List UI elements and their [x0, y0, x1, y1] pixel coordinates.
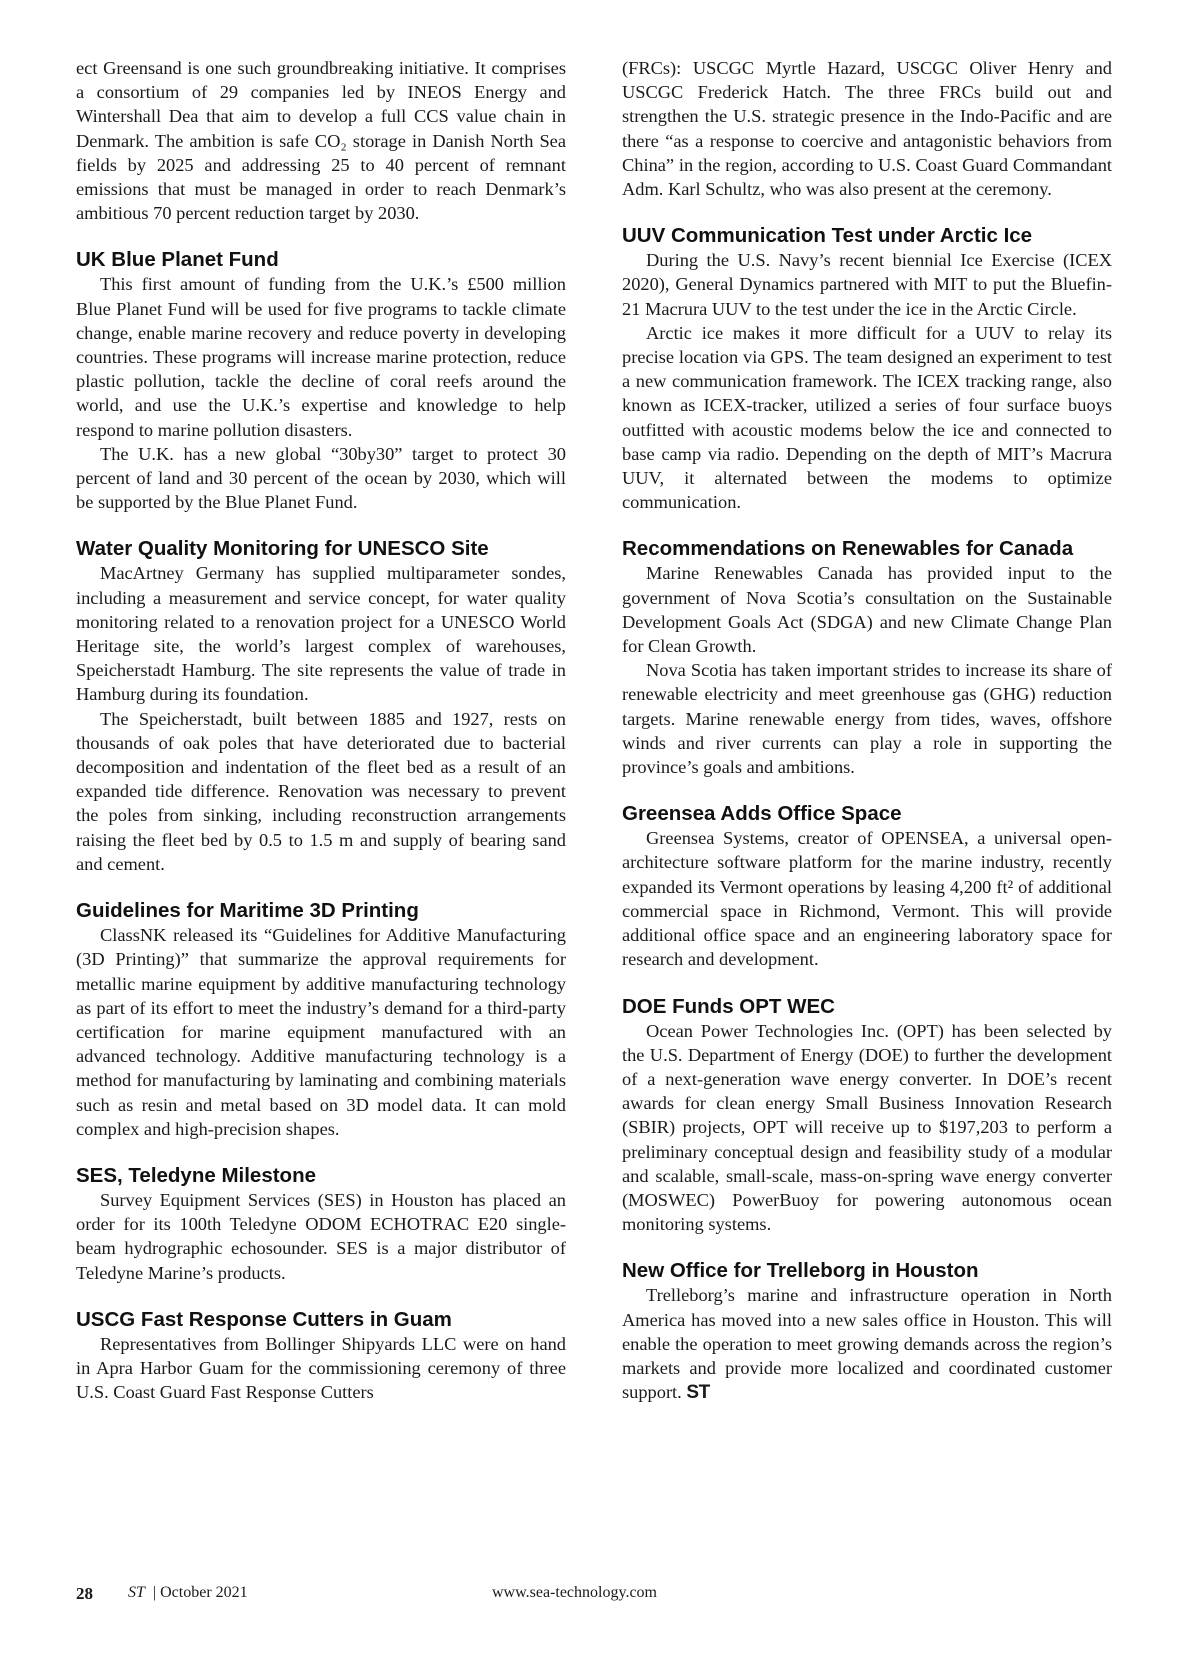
article-trelleborg-houston — [622, 1258, 1112, 1405]
right-column — [622, 56, 1112, 1427]
article-paragraph: ClassNK released its “Guidelines for Additive Manufacturing (3D Printing)” that summarize the approval requirements for metallic marine equipment by additive manufacturing technology as part of its effort to meet the industry’s demand for a third-party certification for marine equipment manufactured with an advanced technology. Additive manufacturing technology is a method for manufacturing by laminating and combining materials such as resin and metal based on 3D model data. It can mold complex and high-precision shapes. — [76, 925, 566, 1139]
footer-separator: | — [152, 1584, 157, 1601]
article-paragraph: Marine Renewables Canada has provided input to the government of Nova Scotia’s consultation on the Sustainable Development Goals Act (SDGA) and new Climate Change Plan for Clean Growth. — [622, 563, 1112, 657]
website-url: www.sea-technology.com — [492, 1584, 657, 1601]
article-maritime-3d-printing — [76, 898, 566, 1141]
article-paragraph: During the U.S. Navy’s recent biennial Ice Exercise (ICEX 2020), General Dynamics partnered with MIT to put the Bluefin-21 Macrura UUV to the test under the ice in the Arctic Circle. — [622, 250, 1112, 319]
article-headline: UK Blue Planet Fund — [76, 248, 279, 272]
article-headline: Guidelines for Maritime 3D Printing — [76, 899, 419, 923]
end-of-article-mark: ST — [686, 1382, 710, 1404]
article-headline: DOE Funds OPT WEC — [622, 994, 835, 1018]
article-headline: New Office for Trelleborg in Houston — [622, 1259, 979, 1283]
continuation-paragraph: (FRCs): USCGC Myrtle Hazard, USCGC Oliver Henry and USCGC Frederick Hatch. The three FRCs build out and strengthen the U.S. strategic presence in the Indo-Pacific and are there “as a response to coercive and antagonistic behaviors from China” in the region, according to U.S. Coast Guard Commandant Adm. Karl Schultz, who was also present at the ceremony. — [622, 58, 1112, 200]
article-headline: UUV Communication Test under Arctic Ice — [622, 224, 1033, 248]
article-paragraph: The U.K. has a new global “30by30” target to protect 30 percent of land and 30 percent of the ocean by 2030, which will be supported by the Blue Planet Fund. — [76, 443, 566, 513]
article-greensea-office — [622, 801, 1112, 971]
page-number: 28 — [76, 1584, 93, 1603]
article-paragraph-text: Trelleborg’s marine and infrastructure operation in North America has moved into a new sales office in Houston. This will enable the operation to meet growing demands across the region’s markets and provide more localized and coordinated customer support. — [622, 1285, 1112, 1403]
article-doe-opt-wec — [622, 994, 1112, 1237]
article-headline: USCG Fast Response Cutters in Guam — [76, 1307, 452, 1331]
article-renewables-canada — [622, 536, 1112, 779]
article-uuv-arctic-ice — [622, 223, 1112, 514]
article-paragraph: The Speicherstadt, built between 1885 and 1927, rests on thousands of oak poles that have deteriorated due to bacterial decomposition and indentation of the fleet bed as a result of an expanded tide difference. Renovation was necessary to prevent the poles from sinking, including reconstruction arrangements raising the fleet bed by 0.5 to 1.5 m and supply of bearing sand and cement. — [76, 708, 566, 874]
article-paragraph: Ocean Power Technologies Inc. (OPT) has been selected by the U.S. Department of Energy (DOE) to further the development of a next-generation wave energy converter. In DOE’s recent awards for clean energy Small Business Innovation Research (SBIR) projects, OPT will receive up to $197,203 to perform a preliminary conceptual design and feasibility study of a modular and scalable, small-scale, mass-on-spring wave energy converter (MOSWEC) PowerBuoy for powering autonomous ocean monitoring systems. — [622, 1020, 1112, 1235]
article-paragraph: Survey Equipment Services (SES) in Houston has placed an order for its 100th Teledyne ODOM ECHOTRAC E20 single-beam hydrographic echosounder. SES is a major distributor of Teledyne Marine’s products. — [76, 1189, 566, 1283]
article-paragraph: Nova Scotia has taken important strides to increase its share of renewable electricity and meet greenhouse gas (GHG) reduction targets. Marine renewable energy from tides, waves, offshore winds and river currents can play a role in supporting the province’s goals and ambitions. — [622, 660, 1112, 778]
article-paragraph: Representatives from Bollinger Shipyards LLC were on hand in Apra Harbor Guam for the commissioning ceremony of three U.S. Coast Guard Fast Response Cutters — [76, 1333, 566, 1403]
article-headline: Water Quality Monitoring for UNESCO Site — [76, 537, 489, 561]
article-water-quality-unesco — [76, 536, 566, 876]
continuation-paragraph: ect Greensand is one such groundbreaking initiative. It comprises a consortium of 29 companies led by INEOS Energy and Wintershall Dea that aim to develop a full CCS value chain in Denmark. The ambition is safe CO₂ storage in Danish North Sea fields by 2025 and addressing 25 to 40 percent of remnant emissions that must be managed in order to reach Denmark’s ambitious 70 percent reduction target by 2030. — [76, 58, 566, 224]
publication-info — [128, 1584, 248, 1602]
article-headline: Recommendations on Renewables for Canada — [622, 537, 1074, 561]
article-headline: Greensea Adds Office Space — [622, 802, 902, 826]
issue-date: October 2021 — [160, 1584, 248, 1601]
article-paragraph: Greensea Systems, creator of OPENSEA, a universal open-architecture software platform for the marine industry, recently expanded its Vermont operations by leasing 4,200 ft² of additional commercial space in Richmond, Vermont. This will provide additional office space and an engineering laboratory space for research and development. — [622, 828, 1112, 970]
magazine-name: ST — [128, 1584, 145, 1601]
continued-article — [76, 56, 566, 225]
article-paragraph — [622, 1283, 1112, 1405]
article-uk-blue-planet-fund — [76, 247, 566, 514]
continued-article — [622, 56, 1112, 201]
article-paragraph: Arctic ice makes it more difficult for a UUV to relay its precise location via GPS. The team designed an experiment to test a new communication framework. The ICEX tracking range, also known as ICEX-tracker, utilized a series of four surface buoys outfitted with acoustic modems below the ice and connected to base camp via radio. Depending on the depth of MIT’s Macrura UUV, it alternated between the modems to optimize communication. — [622, 322, 1112, 513]
article-ses-teledyne — [76, 1163, 566, 1285]
article-uscg-frc-guam — [76, 1307, 566, 1405]
article-paragraph: MacArtney Germany has supplied multiparameter sondes, including a measurement and service concept, for water quality monitoring related to a renovation project for a UNESCO World Heritage site, the world’s largest complex of warehouses, Speicherstadt Hamburg. The site represents the value of trade in Hamburg during its foundation. — [76, 563, 566, 705]
page-footer — [76, 1584, 1124, 1608]
left-column — [76, 56, 566, 1426]
article-headline: SES, Teledyne Milestone — [76, 1163, 316, 1187]
article-paragraph: This first amount of funding from the U.K.’s £500 million Blue Planet Fund will be used for five programs to tackle climate change, enable marine recovery and reduce poverty in developing countries. These programs will increase marine protection, reduce plastic pollution, tackle the decline of coral reefs around the world, and use the U.K.’s expertise and knowledge to help respond to marine pollution disasters. — [76, 274, 566, 440]
